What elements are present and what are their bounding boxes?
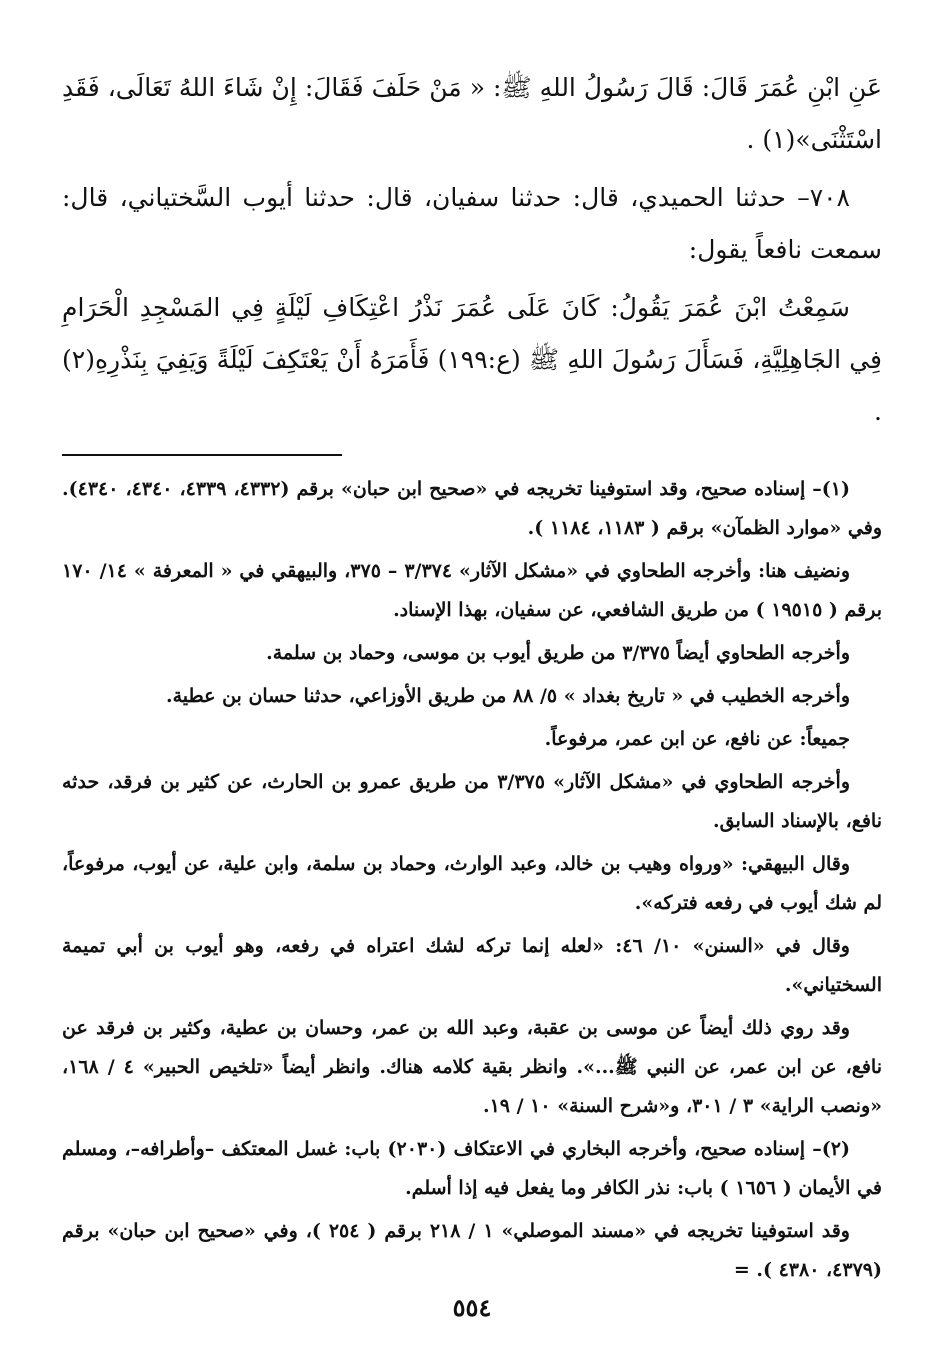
footnote-1-bayhaqi: وقال البيهقي: «ورواه وهيب بن خالد، وعبد الوارث، وحماد بن سلمة، وابن علية، عن أيوب، مرفوعاً، لم شك أيوب في رفعه فتركه».: [62, 853, 882, 914]
footnote-1: (١)– إسناده صحيح، وقد استوفينا تخريجه في «صحيح ابن حبان» برقم (٤٣٣٢، ٤٣٣٩، ٤٣٤٠، ٤٣٤٠). وفي «موارد الظمآن» برقم ( ١١٨٣، ١١٨٤ ).: [62, 478, 882, 539]
page-number: ٥٥٤: [452, 1293, 492, 1322]
footnote-separator: [62, 454, 342, 456]
footnote-2-istawfayna: وقد استوفينا تخريجه في «مسند الموصلي» ١ / ٢١٨ برقم ( ٢٥٤ )، وفي «صحيح ابن حبان» برقم (٤٣٧٩، ٤٣٨٠ ). =: [62, 1220, 882, 1281]
document-page: [62, 62, 882, 1332]
hadith-708-text: سَمِعْتُ ابْنَ عُمَرَ يَقُولُ: كَانَ عَلَى عُمَرَ نَذْرُ اعْتِكَافِ لَيْلَةٍ فِي المَسْجِدِ الْحَرَامِ فِي الجَاهِلِيَّةِ، فَسَأَلَ رَسُولَ اللهِ ﷺ (ع:١٩٩) فَأَمَرَهُ أَنْ يَعْتَكِفَ لَيْلَةً وَيَفِيَ بِنَذْرِهِ(٢) .: [62, 293, 882, 426]
footnotes: [62, 470, 882, 1290]
main-text: [62, 62, 882, 438]
footnote-1-addition: ونضيف هنا: وأخرجه الطحاوي في «مشكل الآثار» ٣/٣٧٤ – ٣٧٥، والبيهقي في « المعرفة » ١٤/ ١٧٠ برقم ( ١٩٥١٥ ) من طريق الشافعي، عن سفيان، بهذا الإسناد.: [62, 560, 882, 621]
footnote-1-tahawi: وأخرجه الطحاوي أيضاً ٣/٣٧٥ من طريق أيوب بن موسى، وحماد بن سلمة.: [266, 642, 850, 664]
footnote-1-khatib: وأخرجه الخطيب في « تاريخ بغداد » ٥/ ٨٨ من طريق الأوزاعي، حدثنا حسان بن عطية.: [166, 685, 850, 707]
footnote-1-sunan: وقال في «السنن» ١٠/ ٤٦: «لعله إنما تركه لشك اعتراه في رفعه، وهو أيوب بن أبي تميمة السختياني».: [62, 935, 882, 996]
footnote-2: (٢)– إسناده صحيح، وأخرجه البخاري في الاعتكاف (٢٠٣٠) باب: غسل المعتكف –وأطرافه–، ومسلم في الأيمان ( ١٦٥٦ ) باب: نذر الكافر وما يفعل فيه إذا أسلم.: [62, 1138, 882, 1199]
hadith-708-isnad: ٧٠٨– حدثنا الحميدي، قال: حدثنا سفيان، قال: حدثنا أيوب السَّختياني، قال: سمعت نافعاً يقول:: [62, 183, 882, 264]
footnote-1-ruwiya: وقد روي ذلك أيضاً عن موسى بن عقبة، وعبد الله بن عمر، وحسان بن عطية، وكثير بن فرقد عن نافع، عن ابن عمر، عن النبي ﷺ...». وانظر بقية كلامه هناك. وانظر أيضاً «تلخيص الحبير» ٤ / ١٦٨، «ونصب الراية» ٣ / ٣٠١، و«شرح السنة» ١٠ / ١٩.: [62, 1017, 882, 1117]
footnote-1-tahawi-2: وأخرجه الطحاوي في «مشكل الآثار» ٣/٣٧٥ من طريق عمرو بن الحارث، عن كثير بن فرقد، حدثه نافع، بالإسناد السابق.: [62, 771, 882, 832]
hadith-707-text: عَنِ ابْنِ عُمَرَ قَالَ: قَالَ رَسُولُ اللهِ ﷺ: « مَنْ حَلَفَ فَقَالَ: إِنْ شَاءَ اللهُ تَعَالَى، فَقَدِ اسْتَثْنَى»(١) .: [62, 73, 882, 154]
footnote-1-jamian: جميعاً: عن نافع، عن ابن عمر، مرفوعاً.: [544, 728, 850, 750]
